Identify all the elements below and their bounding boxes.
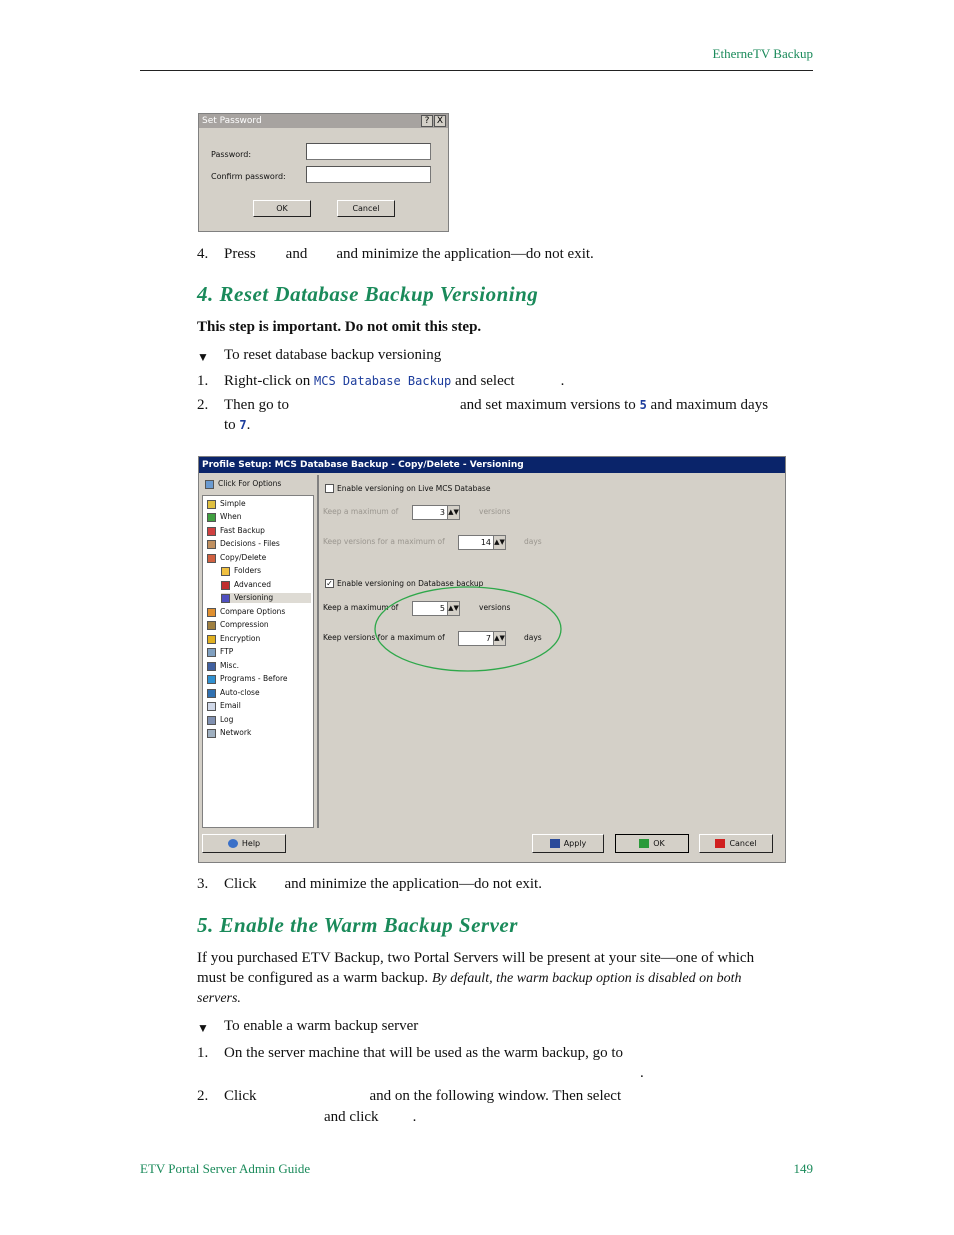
profile-titlebar: Profile Setup: MCS Database Backup - Copy/Delete - Versioning <box>199 457 785 473</box>
step-number: 4. <box>197 246 209 262</box>
section4-step1: 1. Right-click on MCS Database Backup and select . <box>197 373 565 389</box>
when-icon <box>207 513 216 522</box>
live-keep-days-label: Keep versions for a maximum of <box>323 537 445 546</box>
page-number: 149 <box>793 1161 813 1176</box>
auto-close-icon <box>207 689 216 698</box>
tree-item[interactable]: Simple <box>207 499 246 509</box>
tree-item[interactable]: Compression <box>207 620 269 630</box>
section5-step2: 2. Click and on the following window. Then select <box>197 1088 622 1104</box>
tree-item[interactable]: Misc. <box>207 661 239 671</box>
profile-setup-dialog <box>198 456 786 863</box>
decisions-icon <box>207 540 216 549</box>
procedure-title: To reset database backup versioning <box>224 347 442 363</box>
simple-icon <box>207 500 216 509</box>
tree-item[interactable]: When <box>207 512 242 522</box>
enable-live-label: Enable versioning on Live MCS Database <box>337 484 491 493</box>
ok-button[interactable]: OK <box>615 834 689 853</box>
running-header: EtherneTV Backup <box>712 46 813 61</box>
lock-icon <box>207 635 216 644</box>
tree-item-selected[interactable]: Versioning <box>221 593 311 603</box>
live-keep-max-label: Keep a maximum of <box>323 507 399 516</box>
fast-backup-icon <box>207 527 216 536</box>
versioning-icon <box>221 594 230 603</box>
footer-title: ETV Portal Server Admin Guide <box>140 1161 311 1176</box>
section5-step1-end: . <box>640 1065 644 1081</box>
spin-arrows-icon[interactable]: ▲▼ <box>447 602 459 615</box>
spin-arrows-icon[interactable]: ▲▼ <box>447 506 459 519</box>
dialog-title: Set Password <box>202 116 262 126</box>
email-icon <box>207 702 216 711</box>
confirm-password-label: Confirm password: <box>211 172 286 181</box>
close-icon <box>715 839 725 848</box>
live-versions-label: versions <box>479 507 511 516</box>
programs-icon <box>207 675 216 684</box>
help-icon[interactable]: ? <box>421 115 433 127</box>
check-icon <box>639 839 649 848</box>
compare-icon <box>207 608 216 617</box>
options-icon <box>205 480 214 489</box>
section5-para-line2: must be configured as a warm backup. By default, the warm backup option is disabled on both <box>197 970 742 986</box>
apply-button[interactable]: Apply <box>532 834 604 853</box>
enable-db-checkbox[interactable]: ✓ <box>326 579 333 588</box>
step4-line: 4. Press and and minimize the application—do not exit. <box>197 246 594 262</box>
spin-arrows-icon[interactable]: ▲▼ <box>493 632 505 645</box>
tree-item[interactable]: Folders <box>221 566 261 576</box>
close-icon[interactable]: X <box>434 115 446 127</box>
tree-item[interactable]: Fast Backup <box>207 526 265 536</box>
versioning-pane <box>317 475 784 828</box>
tree-item[interactable]: Email <box>207 701 241 711</box>
folder-icon <box>221 567 230 576</box>
tree-item[interactable]: Log <box>207 715 233 725</box>
tree-item[interactable]: FTP <box>207 647 233 657</box>
db-keep-days-label: Keep versions for a maximum of <box>323 633 445 642</box>
tree-item-click-for-options[interactable]: Click For Options <box>205 479 281 489</box>
spin-arrows-icon[interactable]: ▲▼ <box>493 536 505 549</box>
section5-para-line3: servers. <box>197 991 241 1006</box>
confirm-password-input[interactable] <box>306 166 431 183</box>
help-button[interactable]: Help <box>202 834 286 853</box>
section5-para-line1: If you purchased ETV Backup, two Portal Servers will be present at your site—one of which <box>197 950 755 966</box>
db-keep-max-label: Keep a maximum of <box>323 603 399 612</box>
bullet-triangle: ▼ <box>197 350 209 364</box>
tree-item[interactable]: Advanced <box>221 580 271 590</box>
tree-item[interactable]: Encryption <box>207 634 260 644</box>
enable-live-checkbox[interactable] <box>325 484 334 493</box>
section4-heading: 4. Reset Database Backup Versioning <box>197 282 539 306</box>
section4-step2-cont: to 7. <box>224 417 251 433</box>
options-tree <box>202 495 314 828</box>
highlight-ellipse <box>373 583 573 683</box>
dialog-titlebar <box>199 114 448 128</box>
ftp-icon <box>207 648 216 657</box>
copy-delete-icon <box>207 554 216 563</box>
misc-icon <box>207 662 216 671</box>
db-days-label: days <box>524 633 542 642</box>
step3-line: 3. Click and minimize the application—do not exit. <box>197 876 542 892</box>
live-days-label: days <box>524 537 542 546</box>
advanced-icon <box>221 581 230 590</box>
network-icon <box>207 729 216 738</box>
live-versions-spinner[interactable]: 3 ▲▼ <box>412 505 460 520</box>
log-icon <box>207 716 216 725</box>
tree-item[interactable]: Programs - Before <box>207 674 288 684</box>
tree-item[interactable]: Auto-close <box>207 688 260 698</box>
header-rule <box>140 70 813 71</box>
enable-db-label: Enable versioning on Database backup <box>337 579 484 588</box>
important-note: This step is important. Do not omit this step. <box>197 319 482 335</box>
tree-item[interactable]: Decisions - Files <box>207 539 280 549</box>
ok-button[interactable]: OK <box>253 200 311 217</box>
help-icon <box>228 839 238 848</box>
save-icon <box>550 839 560 848</box>
live-days-spinner[interactable]: 14 ▲▼ <box>458 535 506 550</box>
cancel-button[interactable]: Cancel <box>337 200 395 217</box>
menu-reference: MCS Database Backup <box>314 374 452 388</box>
db-versions-spinner[interactable]: 5 ▲▼ <box>412 601 460 616</box>
compression-icon <box>207 621 216 630</box>
password-label: Password: <box>211 150 252 159</box>
password-input[interactable] <box>306 143 431 160</box>
db-versions-label: versions <box>479 603 511 612</box>
cancel-button[interactable]: Cancel <box>699 834 773 853</box>
bullet-triangle: ▼ <box>197 1021 209 1035</box>
procedure-title: To enable a warm backup server <box>224 1018 419 1034</box>
set-password-dialog <box>198 113 449 232</box>
section5-heading: 5. Enable the Warm Backup Server <box>197 913 518 937</box>
tree-item[interactable]: Network <box>207 728 251 738</box>
tree-item[interactable]: Compare Options <box>207 607 285 617</box>
db-days-spinner[interactable]: 7 ▲▼ <box>458 631 506 646</box>
section5-step2-cont: and click . <box>324 1109 417 1125</box>
section5-step1: 1. On the server machine that will be used as the warm backup, go to <box>197 1045 624 1061</box>
section4-step2: 2. Then go to and set maximum versions to 5 and maximum days <box>197 397 769 413</box>
tree-item[interactable]: Copy/Delete <box>207 553 266 563</box>
